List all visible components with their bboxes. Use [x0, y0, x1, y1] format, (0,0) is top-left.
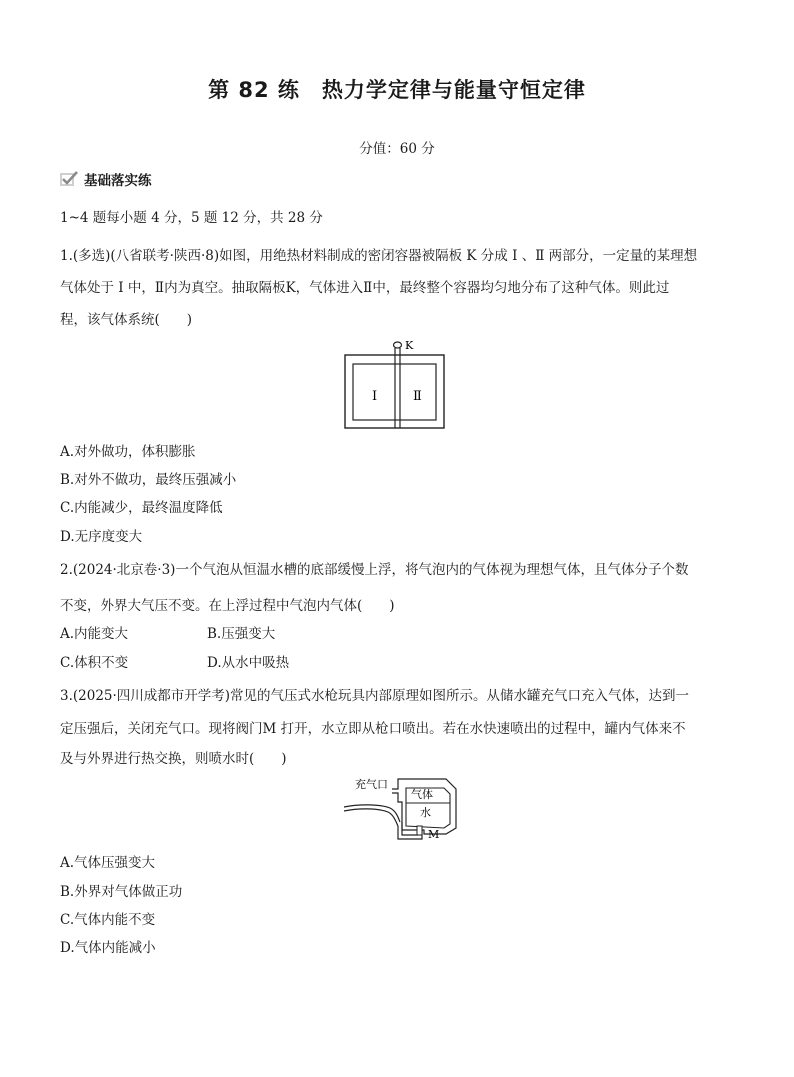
q1-line-3: 程，该气体系统( ): [60, 312, 193, 328]
q1-option-b: B.对外不做功，最终压强减小: [60, 472, 237, 488]
q3-line-3: 及与外界进行热交换，则喷水时( ): [60, 751, 287, 767]
q2-line-1: 2.(2024·北京卷·3)一个气泡从恒温水槽的底部缓慢上浮，将气泡内的气体视为理想气体，且气体分子个数: [60, 562, 689, 578]
section-header: [60, 169, 152, 189]
q1-line-1: 1.(多选)(八省联考·陕西·8)如图，用绝热材料制成的密闭容器被隔板 K 分成 Ⅰ 、Ⅱ 两部分，一定量的某理想: [60, 248, 698, 264]
q2-option-b: B.压强变大: [207, 626, 276, 642]
q3-option-d: D.气体内能减小: [60, 940, 156, 956]
score-text: 分值：60 分: [359, 141, 435, 157]
q3-line-1: 3.(2025·四川成都市开学考)常见的气压式水枪玩具内部原理如图所示。从储水罐充气口充入气体，达到一: [60, 688, 690, 704]
q3-option-a: A.气体压强变大: [60, 855, 156, 871]
score-intro: 1~4 题每小题 4 分，5 题 12 分，共 28 分: [60, 210, 323, 226]
q1-option-c: C.内能减少，最终温度降低: [60, 500, 223, 516]
q2-option-c: C.体积不变: [60, 655, 129, 671]
q3-water-gun-figure: [340, 774, 466, 846]
q2-option-a: A.内能变大: [60, 626, 129, 642]
page-title: 第 82 练 热力学定律与能量守恒定律: [208, 78, 586, 102]
label-valve-m: M: [428, 828, 440, 841]
label-chamber-1: Ⅰ: [372, 389, 378, 404]
q2-line-2: 不变，外界大气压不变。在上浮过程中气泡内气体( ): [60, 598, 395, 614]
q1-option-d: D.无序度变大: [60, 529, 143, 545]
q3-option-b: B.外界对气体做正功: [60, 884, 183, 900]
q3-line-2: 定压强后，关闭充气口。现将阀门M 打开，水立即从枪口喷出。若在水快速喷出的过程中，罐内气体来不: [60, 721, 686, 737]
label-inlet: 充气口: [355, 778, 388, 791]
label-chamber-2: Ⅱ: [413, 389, 422, 404]
section-title: 基础落实练: [84, 173, 152, 189]
q1-option-a: A.对外做功，体积膨胀: [60, 444, 196, 460]
label-gas: 气体: [411, 788, 433, 801]
label-k: K: [405, 339, 414, 352]
label-water: 水: [420, 806, 431, 819]
q2-option-d: D.从水中吸热: [207, 655, 290, 671]
q1-line-2: 气体处于 Ⅰ 中，Ⅱ内为真空。抽取隔板K，气体进入Ⅱ中，最终整个容器均匀地分布了这种气体。则此过: [60, 280, 670, 296]
q1-container-figure: [340, 338, 452, 432]
checkmark-badge-icon: [60, 171, 78, 187]
q3-option-c: C.气体内能不变: [60, 912, 156, 928]
